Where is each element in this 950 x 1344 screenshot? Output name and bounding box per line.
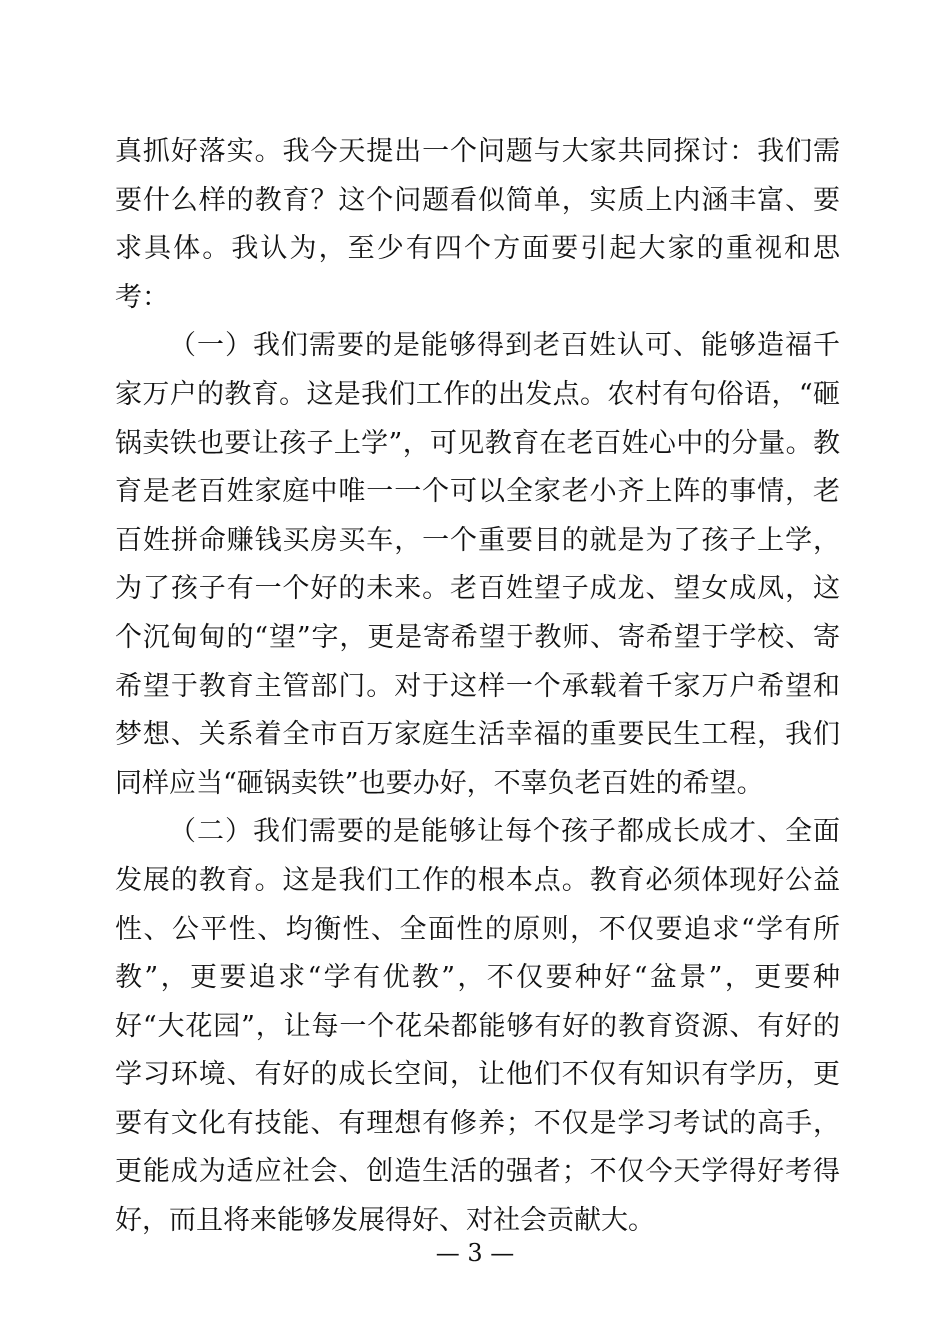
paragraph-section-two: （二）我们需要的是能够让每个孩子都成长成才、全面发展的教育。这是我们工作的根本点。教育必须体现好公益性、公平性、均衡性、全面性的原则，不仅要追求“学有所教”，更要追求“学有优教”，不仅要种好“盆景”，更要种好“大花园”，让每一个花朵都能够有好的教育资源、有好的学习环境、有好的成长空间，让他们不仅有知识有学历，更要有文化有技能、有理想有修养；不仅是学习考试的高手，更能成为适应社会、创造生活的强者；不仅今天学得好考得好，而且将来能够发展得好、对社会贡献大。 bbox=[115, 816, 840, 1237]
page-number: — 3 — bbox=[435, 1239, 515, 1267]
paragraph-section-one: （一）我们需要的是能够得到老百姓认可、能够造福千家万户的教育。这是我们工作的出发点。农村有句俗语，“砸锅卖铁也要让孩子上学”，可见教育在老百姓心中的分量。教育是老百姓家庭中唯一一个可以全家老小齐上阵的事情，老百姓拼命赚钱买房买车，一个重要目的就是为了孩子上学，为了孩子有一个好的未来。老百姓望子成龙、望女成凤，这个沉甸甸的“望”字，更是寄希望于教师、寄希望于学校、寄希望于教育主管部门。对于这样一个承载着千家万户希望和梦想、关系着全市百万家庭生活幸福的重要民生工程，我们同样应当“砸锅卖铁”也要办好，不辜负老百姓的希望。 bbox=[115, 330, 840, 799]
paragraph-continuation: 真抓好落实。我今天提出一个问题与大家共同探讨：我们需要什么样的教育？这个问题看似简单，实质上内涵丰富、要求具体。我认为，至少有四个方面要引起大家的重视和思考： bbox=[115, 136, 840, 313]
document-body bbox=[115, 128, 840, 1246]
